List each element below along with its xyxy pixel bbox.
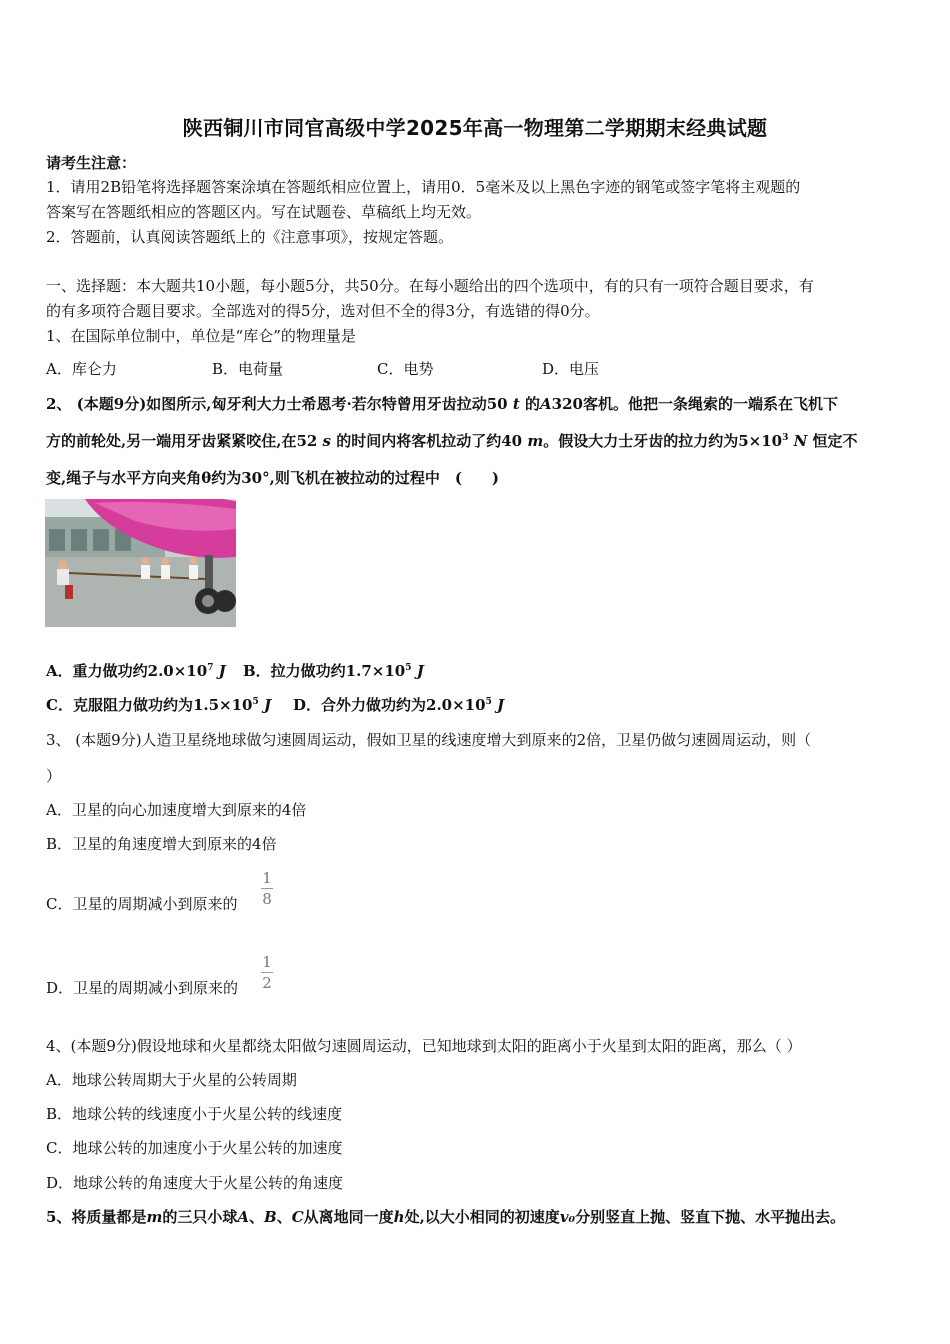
q2-unit-s: s — [322, 432, 331, 450]
q3-stem-end: ） — [46, 767, 62, 785]
q5-ball-a: A — [237, 1208, 249, 1226]
notice-item-1a: 1．请用2B铅笔将选择题答案涂填在答题纸相应位置上，请用0．5毫米及以上黑色字迹的钢笔或签字笔将主观题的 — [46, 178, 801, 196]
q5-text: 分别竖直上抛、竖直下抛、水平抛出去。 — [575, 1208, 846, 1226]
q5-var-v0: v₀ — [559, 1208, 576, 1226]
fraction-bar — [261, 972, 273, 973]
fraction-numerator: 1 — [262, 953, 272, 971]
q2-model: A — [540, 395, 552, 413]
q1-option-c: C．电势 — [377, 360, 434, 378]
q2-text: 的 — [519, 395, 541, 413]
notice-item-1b: 答案写在答题纸相应的答题区内。写在试题卷、草稿纸上均无效。 — [46, 203, 482, 221]
q3-option-d-fraction — [260, 953, 274, 992]
q2-option-d — [293, 694, 504, 716]
q1-option-d: D．电压 — [542, 360, 600, 378]
q4-option-a: A．地球公转周期大于火星的公转周期 — [46, 1071, 297, 1089]
q2-exponent: 3 — [782, 433, 789, 443]
q2-option-d-unit: J — [491, 696, 505, 714]
q5-text: 5、将质量都是 — [46, 1208, 147, 1226]
q3-option-d: D．卫星的周期减小到原来的 — [46, 979, 239, 997]
q2-option-a-unit: J — [213, 662, 226, 680]
q1-stem: 1、在国际单位制中，单位是“库仑”的物理量是 — [46, 327, 356, 345]
q2-option-b — [243, 660, 424, 682]
airplane-pull-photo — [45, 499, 236, 627]
q2-stem-line2 — [46, 430, 858, 452]
q2-text: 的时间内将客机拉动了约40 — [331, 432, 528, 450]
q3-option-c: C．卫星的周期减小到原来的 — [46, 895, 238, 913]
q5-ball-b: B — [264, 1208, 277, 1226]
fraction-denominator: 2 — [262, 974, 272, 992]
q5-text: 从离地同一度 — [303, 1208, 394, 1226]
q2-text: 。假设大力士牙齿的拉力约为5×10 — [543, 432, 783, 450]
q5-sep: 、 — [276, 1208, 292, 1226]
q4-option-b: B．地球公转的线速度小于火星公转的线速度 — [46, 1105, 343, 1123]
q2-option-d-text: D．合外力做功约为2.0×10 — [293, 696, 486, 714]
section-intro-b: 的有多项符合题目要求。全部选对的得5分，选对但不全的得3分，有选错的得0分。 — [46, 302, 600, 320]
q4-stem: 4、(本题9分)假设地球和火星都绕太阳做匀速圆周运动，已知地球到太阳的距离小于火星到太阳的距离，那么（ ） — [46, 1037, 802, 1055]
q2-option-a — [46, 660, 226, 682]
q2-option-b-text: B．拉力做功约1.7×10 — [243, 662, 406, 680]
airplane-photo-icon — [45, 499, 236, 627]
q5-var-m: m — [146, 1208, 163, 1226]
section-intro-a: 一、选择题：本大题共10小题，每小题5分，共50分。在每小题给出的四个选项中，有的只有一项符合题目要求，有 — [46, 277, 814, 295]
q2-unit-m: m — [527, 432, 544, 450]
q2-stem-line1 — [46, 393, 838, 415]
q5-stem — [46, 1206, 845, 1228]
q3-option-c-fraction — [260, 869, 274, 908]
q3-option-b: B．卫星的角速度增大到原来的4倍 — [46, 835, 277, 853]
notice-item-2: 2．答题前，认真阅读答题纸上的《注意事项》，按规定答题。 — [46, 228, 454, 246]
q3-option-a: A．卫星的向心加速度增大到原来的4倍 — [46, 801, 307, 819]
q2-unit-t: t — [512, 395, 520, 413]
q2-option-c-unit: J — [258, 696, 272, 714]
q2-unit-n: N — [788, 432, 808, 450]
notice-heading: 请考生注意： — [46, 154, 137, 172]
q1-option-a: A．库仑力 — [46, 360, 117, 378]
q5-ball-c: C — [291, 1208, 304, 1226]
q2-option-c-exp: 5 — [252, 697, 259, 707]
fraction-numerator: 1 — [262, 869, 272, 887]
q5-text: 的三只小球 — [162, 1208, 238, 1226]
fraction-bar — [261, 888, 273, 889]
q2-text: 方的前轮处,另一端用牙齿紧紧咬住,在52 — [46, 432, 323, 450]
q4-option-d: D．地球公转的角速度大于火星公转的角速度 — [46, 1174, 344, 1192]
q2-option-a-text: A．重力做功约2.0×10 — [46, 662, 208, 680]
q2-text: 320客机。他把一条绳索的一端系在飞机下 — [551, 395, 838, 413]
q4-option-c: C．地球公转的加速度小于火星公转的加速度 — [46, 1139, 343, 1157]
page-title: 陕西铜川市同官高级中学2025年高一物理第二学期期末经典试题 — [182, 116, 768, 140]
q2-text: 2、 (本题9分)如图所示,匈牙利大力士希恩考·若尔特曾用牙齿拉动50 — [46, 395, 513, 413]
q5-text: 处,以大小相同的初速度 — [404, 1208, 560, 1226]
q2-text: 恒定不 — [807, 432, 858, 450]
q5-var-h: h — [393, 1208, 405, 1226]
q3-stem: 3、 (本题9分)人造卫星绕地球做匀速圆周运动，假如卫星的线速度增大到原来的2倍，卫星仍做匀速圆周运动，则（ — [46, 731, 812, 749]
q2-option-b-unit: J — [411, 662, 424, 680]
q2-stem-line3: 变,绳子与水平方向夹角θ约为30°,则飞机在被拉动的过程中 ( ) — [46, 469, 500, 487]
q2-option-c-text: C．克服阻力做功约为1.5×10 — [46, 696, 253, 714]
q5-sep: 、 — [248, 1208, 264, 1226]
q2-option-c — [46, 694, 271, 716]
q2-option-a-exp: 7 — [207, 663, 214, 673]
q1-option-b: B．电荷量 — [212, 360, 284, 378]
q2-option-d-exp: 5 — [485, 697, 492, 707]
fraction-denominator: 8 — [262, 890, 272, 908]
q2-option-b-exp: 5 — [405, 663, 412, 673]
